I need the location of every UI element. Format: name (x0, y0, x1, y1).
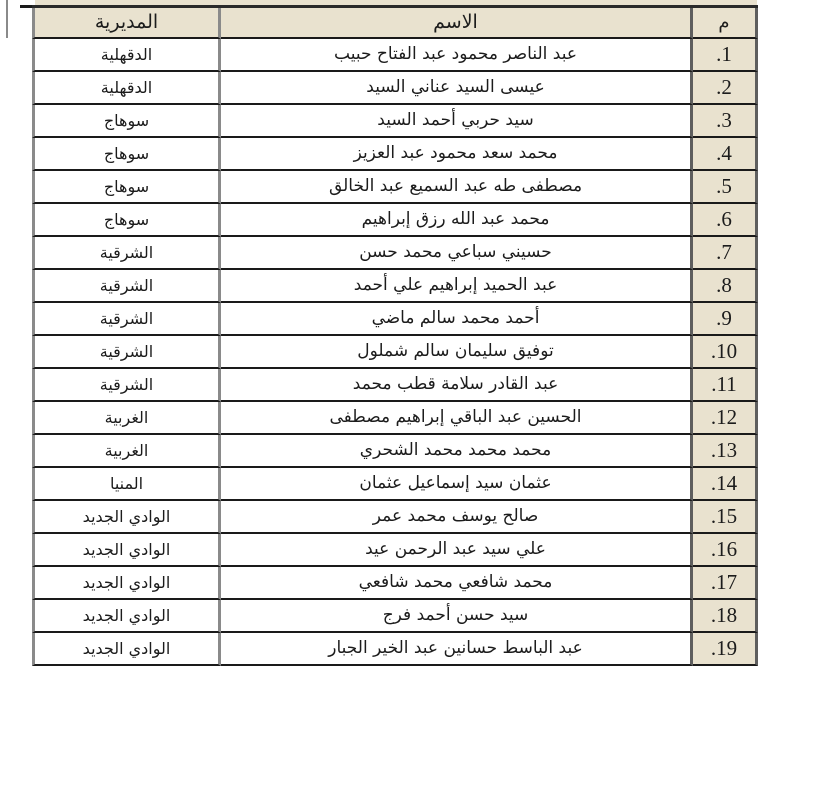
cell-directorate: سوهاج (32, 204, 221, 237)
cell-directorate: الغربية (32, 435, 221, 468)
header-num: م (693, 8, 758, 39)
cell-num: .6 (693, 204, 758, 237)
cell-directorate: الوادي الجديد (32, 633, 221, 666)
header-name: الاسم (221, 8, 693, 39)
cell-name: محمد شافعي محمد شافعي (221, 567, 693, 600)
cell-num: .3 (693, 105, 758, 138)
cell-num: .19 (693, 633, 758, 666)
cell-directorate: الوادي الجديد (32, 534, 221, 567)
cell-directorate: الشرقية (32, 369, 221, 402)
cell-directorate: الدقهلية (32, 39, 221, 72)
cell-name: مصطفى طه عبد السميع عبد الخالق (221, 171, 693, 204)
cell-num: .7 (693, 237, 758, 270)
cell-name: الحسين عبد الباقي إبراهيم مصطفى (221, 402, 693, 435)
cell-directorate: سوهاج (32, 138, 221, 171)
cell-name: أحمد محمد سالم ماضي (221, 303, 693, 336)
cell-name: عبد القادر سلامة قطب محمد (221, 369, 693, 402)
cell-directorate: الشرقية (32, 336, 221, 369)
cell-directorate: الوادي الجديد (32, 501, 221, 534)
cell-name: سيد حسن أحمد فرج (221, 600, 693, 633)
cell-num: .9 (693, 303, 758, 336)
cell-num: .4 (693, 138, 758, 171)
cell-name: محمد محمد محمد الشحري (221, 435, 693, 468)
cell-num: .15 (693, 501, 758, 534)
cell-num: .18 (693, 600, 758, 633)
cell-name: علي سيد عبد الرحمن عيد (221, 534, 693, 567)
header-directorate: المديرية (32, 8, 221, 39)
cell-name: صالح يوسف محمد عمر (221, 501, 693, 534)
cell-directorate: المنيا (32, 468, 221, 501)
cell-num: .8 (693, 270, 758, 303)
cell-directorate: الشرقية (32, 270, 221, 303)
cell-name: سيد حربي أحمد السيد (221, 105, 693, 138)
cell-directorate: الشرقية (32, 237, 221, 270)
cell-directorate: الغربية (32, 402, 221, 435)
cell-name: محمد سعد محمود عبد العزيز (221, 138, 693, 171)
cell-directorate: الشرقية (32, 303, 221, 336)
cell-num: .12 (693, 402, 758, 435)
cell-name: عبد الباسط حسانين عبد الخير الجبار (221, 633, 693, 666)
cell-name: توفيق سليمان سالم شملول (221, 336, 693, 369)
cell-name: حسيني سباعي محمد حسن (221, 237, 693, 270)
cell-num: .17 (693, 567, 758, 600)
cell-name: عبد الناصر محمود عبد الفتاح حبيب (221, 39, 693, 72)
cell-name: محمد عبد الله رزق إبراهيم (221, 204, 693, 237)
cell-num: .10 (693, 336, 758, 369)
cell-directorate: سوهاج (32, 171, 221, 204)
cell-num: .13 (693, 435, 758, 468)
cell-num: .5 (693, 171, 758, 204)
cell-directorate: الدقهلية (32, 72, 221, 105)
cell-num: .11 (693, 369, 758, 402)
cell-num: .16 (693, 534, 758, 567)
cell-directorate: سوهاج (32, 105, 221, 138)
cell-name: عثمان سيد إسماعيل عثمان (221, 468, 693, 501)
scan-artifact-line (6, 0, 8, 38)
cell-directorate: الوادي الجديد (32, 600, 221, 633)
cell-name: عيسى السيد عناني السيد (221, 72, 693, 105)
roster-table (32, 5, 758, 666)
cell-directorate: الوادي الجديد (32, 567, 221, 600)
cell-name: عبد الحميد إبراهيم علي أحمد (221, 270, 693, 303)
cell-num: .1 (693, 39, 758, 72)
cell-num: .14 (693, 468, 758, 501)
cell-num: .2 (693, 72, 758, 105)
